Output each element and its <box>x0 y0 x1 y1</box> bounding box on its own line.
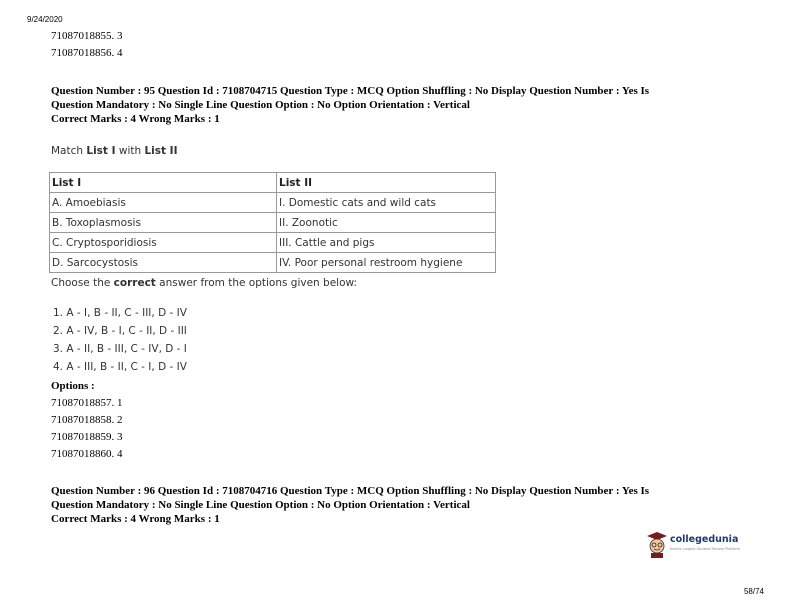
choose-suffix: answer from the options given below: <box>155 277 358 289</box>
prompt-list2: List II <box>144 145 178 157</box>
answer-choice-3: 3. A - II, B - III, C - IV, D - I <box>53 343 187 355</box>
table-cell-right: II. Zoonotic <box>277 213 496 233</box>
logo-name: collegedunia <box>670 534 739 545</box>
options-label: Options : <box>51 380 95 392</box>
question-95-marks: Correct Marks : 4 Wrong Marks : 1 <box>51 113 220 125</box>
match-table-col1-header: List I <box>50 173 277 193</box>
question-95-header-line2: Question Mandatory : No Single Line Question Option : No Option Orientation : Vertical <box>51 99 470 111</box>
answer-choice-2: 2. A - IV, B - I, C - II, D - III <box>53 325 187 337</box>
collegedunia-logo <box>646 531 746 561</box>
question-95-header <box>51 84 731 126</box>
table-cell-right: I. Domestic cats and wild cats <box>277 193 496 213</box>
table-cell-left: D. Sarcocystosis <box>50 253 277 273</box>
question-96-header-line2: Question Mandatory : No Single Line Question Option : No Option Orientation : Vertical <box>51 499 470 511</box>
table-row <box>50 213 496 233</box>
option-id-1: 71087018857. 1 <box>51 397 123 409</box>
answer-choice-1: 1. A - I, B - II, C - III, D - IV <box>53 307 187 319</box>
match-table <box>49 172 496 273</box>
option-id-4: 71087018860. 4 <box>51 448 123 460</box>
question-96-header-line1: Question Number : 96 Question Id : 7108704716 Question Type : MCQ Option Shuffling : No Display Question Number : Yes Is <box>51 485 650 497</box>
table-cell-left: B. Toxoplasmosis <box>50 213 277 233</box>
match-table-header-row <box>50 173 496 193</box>
question-95-prompt <box>51 145 178 157</box>
answer-choice-4: 4. A - III, B - II, C - I, D - IV <box>53 361 187 373</box>
choose-bold: correct <box>113 277 156 289</box>
prev-option-3: 71087018855. 3 <box>51 30 123 42</box>
prompt-list1: List I <box>86 145 116 157</box>
choose-instruction <box>51 277 357 289</box>
table-cell-left: C. Cryptosporidiosis <box>50 233 277 253</box>
option-id-3: 71087018859. 3 <box>51 431 123 443</box>
logo-tagline: India's Largest Student Review Platform <box>670 547 740 551</box>
page-number: 58/74 <box>743 587 764 596</box>
question-96-header <box>51 484 731 526</box>
prompt-mid: with <box>115 145 145 157</box>
table-row <box>50 233 496 253</box>
prev-option-4: 71087018856. 4 <box>51 47 123 59</box>
option-id-2: 71087018858. 2 <box>51 414 123 426</box>
match-table-col2-header: List II <box>277 173 496 193</box>
table-row <box>50 193 496 213</box>
graduate-mascot-icon <box>646 531 668 559</box>
choose-prefix: Choose the <box>51 277 114 289</box>
table-cell-left: A. Amoebiasis <box>50 193 277 213</box>
table-row <box>50 253 496 273</box>
print-date: 9/24/2020 <box>27 15 63 24</box>
question-95-header-line1: Question Number : 95 Question Id : 7108704715 Question Type : MCQ Option Shuffling : No Display Question Number : Yes Is <box>51 85 650 97</box>
question-96-marks: Correct Marks : 4 Wrong Marks : 1 <box>51 513 220 525</box>
table-cell-right: IV. Poor personal restroom hygiene <box>277 253 496 273</box>
prompt-prefix: Match <box>51 145 87 157</box>
table-cell-right: III. Cattle and pigs <box>277 233 496 253</box>
